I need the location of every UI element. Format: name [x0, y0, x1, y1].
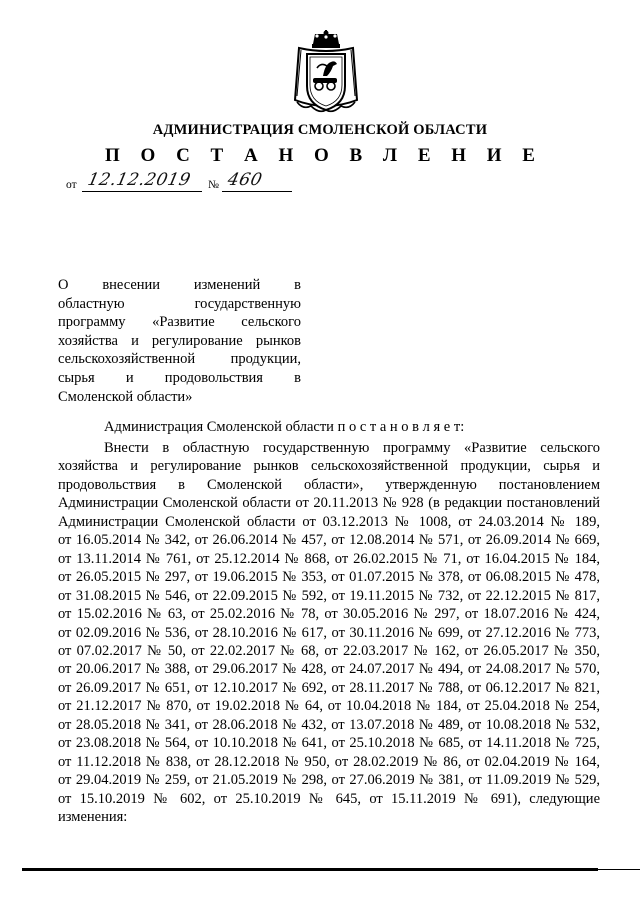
body-line: продовольствия в Смоленской области», утвержденную постановлением [58, 476, 600, 493]
body-line: от 21.12.2017 № 870, от 19.02.2018 № 64, от 10.04.2018 № 184, от 25.04.2018 № 254, [58, 698, 600, 715]
body-line: от 23.08.2018 № 564, от 10.10.2018 № 641, от 25.10.2018 № 685, от 14.11.2018 № 725, [58, 735, 600, 752]
body-line: изменения: [58, 809, 128, 826]
page-bottom-rule [0, 868, 640, 872]
decree-intro: Администрация Смоленской области п о с т а н о в л я е т: [104, 419, 465, 435]
handwritten-number: 460 [225, 170, 265, 190]
organization-title: АДМИНИСТРАЦИЯ СМОЛЕНСКОЙ ОБЛАСТИ [152, 122, 488, 138]
subject-line: областную государственную [58, 295, 301, 312]
date-from-label: от [66, 179, 77, 191]
subject-line: сельскохозяйственной продукции, [58, 351, 301, 368]
body-line: от 13.11.2014 № 761, от 25.12.2014 № 868, от 26.02.2015 № 71, от 16.04.2015 № 184, [58, 550, 600, 567]
document-type-title: П О С Т А Н О В Л Е Н И Е [105, 145, 543, 166]
document-subject [58, 276, 301, 406]
subject-line: Смоленской области» [58, 388, 193, 405]
subject-line: хозяйства и регулирование рынков [58, 332, 301, 349]
body-line: от 26.09.2017 № 651, от 12.10.2017 № 692, от 28.11.2017 № 788, от 06.12.2017 № 821, [58, 679, 600, 696]
body-line: Администрации Смоленской области от 03.12.2013 № 1008, от 24.03.2014 № 189, [58, 513, 600, 530]
body-line: от 11.12.2018 № 838, от 28.12.2018 № 950, от 28.02.2019 № 86, от 02.04.2019 № 164, [58, 753, 600, 770]
body-line: от 15.02.2016 № 63, от 25.02.2016 № 78, от 30.05.2016 № 297, от 18.07.2016 № 424, [58, 606, 600, 623]
body-line: от 28.05.2018 № 341, от 28.06.2018 № 432, от 13.07.2018 № 489, от 10.08.2018 № 532, [58, 716, 600, 733]
body-line: от 31.08.2015 № 546, от 22.09.2015 № 592, от 19.11.2015 № 732, от 22.12.2015 № 817, [58, 587, 600, 604]
body-line: от 07.02.2017 № 50, от 22.02.2017 № 68, от 22.03.2017 № 162, от 26.05.2017 № 350, [58, 642, 600, 659]
body-line: от 02.09.2016 № 536, от 28.10.2016 № 617, от 30.11.2016 № 699, от 27.12.2016 № 773, [58, 624, 600, 641]
body-line: Администрации Смоленской области от 20.11.2013 № 928 (в редакции постановлений [58, 495, 600, 512]
subject-line: программу «Развитие сельского [58, 314, 301, 331]
date-number-line [66, 170, 306, 194]
number-label: № [208, 179, 219, 191]
bottom-rule-thin [598, 869, 640, 870]
body-line: от 15.10.2019 № 602, от 25.10.2019 № 645, от 15.11.2019 № 691), следующие [58, 790, 600, 807]
body-line: Внести в областную государственную программу «Развитие сельского [104, 440, 600, 456]
subject-line: сырья и продовольствия в [58, 369, 301, 386]
date-underline [82, 191, 202, 192]
decree-body [58, 439, 600, 827]
handwritten-date: 12.12.2019 [85, 170, 193, 190]
body-line: от 29.04.2019 № 259, от 21.05.2019 № 298, от 27.06.2019 № 381, от 11.09.2019 № 529, [58, 772, 600, 789]
body-line: от 20.06.2017 № 388, от 29.06.2017 № 428, от 24.07.2017 № 494, от 24.08.2017 № 570, [58, 661, 600, 678]
coat-of-arms-icon [291, 30, 361, 118]
number-underline [222, 191, 292, 192]
body-line: от 16.05.2014 № 342, от 26.06.2014 № 457, от 12.08.2014 № 571, от 26.09.2014 № 669, [58, 532, 600, 549]
body-line: от 26.05.2015 № 297, от 19.06.2015 № 353, от 01.07.2015 № 378, от 06.08.2015 № 478, [58, 569, 600, 586]
subject-line: О внесении изменений в [58, 277, 301, 293]
body-line: хозяйства и регулирование рынков сельскохозяйственной продукции, сырья и [58, 458, 600, 475]
bottom-rule-thick [22, 868, 598, 871]
